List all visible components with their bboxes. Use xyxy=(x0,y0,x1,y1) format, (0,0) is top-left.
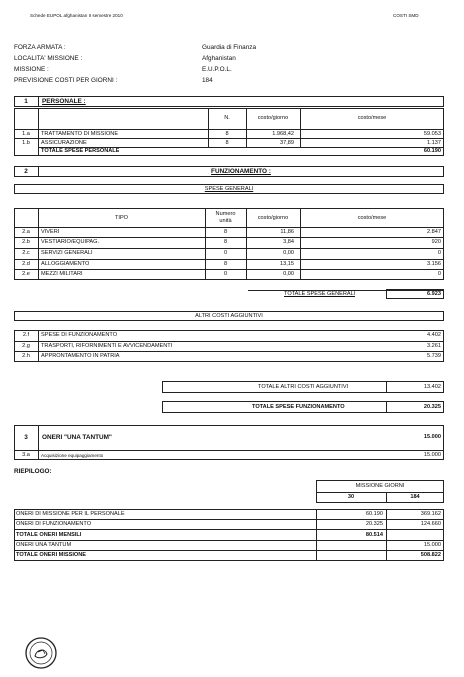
spese-generali-col-tipo: TIPO xyxy=(114,215,129,221)
altri-row-label: TRASPORTI, RIFORNIMENTI E AVVICENDAMENTI xyxy=(41,343,173,349)
personale-row-label: ASSICURAZIONE xyxy=(41,140,87,146)
riepilogo-title: RIEPILOGO: xyxy=(14,468,52,475)
una-tantum-value: 15.000 xyxy=(423,434,441,440)
personale-total-value: 60.190 xyxy=(423,148,441,154)
riepilogo-row-label: ONERI DI FUNZIONAMENTO xyxy=(16,521,92,527)
altri-row-mese: 5.739 xyxy=(427,353,441,359)
riepilogo-row-30: 80.514 xyxy=(365,532,383,538)
altri-row-mese: 3.261 xyxy=(427,343,441,349)
riepilogo-row-label: TOTALE ONERI MISSIONE xyxy=(16,552,87,558)
altri-costi-total-label: TOTALE ALTRI COSTI AGGIUNTIVI xyxy=(258,384,349,390)
sg-row-mese: 0 xyxy=(437,271,441,277)
sg-row-giorno: 3,84 xyxy=(283,239,294,245)
sg-row-label: VESTIARIO/EQUIPAG. xyxy=(41,239,100,245)
personale-row-mese: 59.053 xyxy=(423,131,441,137)
sg-row-code: 2.a xyxy=(22,229,30,235)
document-header-left: Schede EUPOL afghanistan II semestre 2010 xyxy=(30,13,123,18)
riepilogo-group-header: MISSIONE GIORNI xyxy=(355,483,405,489)
riepilogo-col-30: 30 xyxy=(347,494,355,500)
riepilogo-row-184: 15.000 xyxy=(423,542,441,548)
info-value-missione: E.U.P.O.L. xyxy=(202,66,232,73)
personale-row-n: 8 xyxy=(225,140,229,146)
sg-row-mese: 920 xyxy=(431,239,441,245)
personale-row-giorno: 1.968,42 xyxy=(272,131,294,137)
altri-row-mese: 4.402 xyxy=(427,332,441,338)
funzionamento-section-number: 2 xyxy=(24,168,28,175)
una-tantum-title: ONERI "UNA TANTUM" xyxy=(42,434,112,441)
info-value-localita: Afghanistan xyxy=(202,55,236,62)
personale-row-n: 8 xyxy=(225,131,229,137)
funzionamento-total-value: 20.325 xyxy=(423,404,441,410)
funzionamento-section-title: FUNZIONAMENTO : xyxy=(211,168,271,175)
riepilogo-row-label: ONERI UNA TANTUM xyxy=(16,542,72,548)
riepilogo-row-30: 60.190 xyxy=(365,511,383,517)
personale-col-costo-mese: costo/mese xyxy=(357,115,387,121)
spese-generali-col-costo-mese: costo/mese xyxy=(357,215,387,221)
spese-generali-col-unita: unità xyxy=(219,218,232,224)
funzionamento-total-label: TOTALE SPESE FUNZIONAMENTO xyxy=(252,404,345,410)
sg-row-n: 0 xyxy=(223,250,228,256)
sg-row-mese: 3.156 xyxy=(427,261,441,267)
sg-row-n: 8 xyxy=(223,239,228,245)
info-value-previsione: 184 xyxy=(202,77,213,84)
una-tantum-section-number: 3 xyxy=(24,434,28,441)
personale-row-code: 1.a xyxy=(22,131,30,137)
sg-row-n: 8 xyxy=(223,261,228,267)
altri-row-code: 2.g xyxy=(22,343,30,349)
riepilogo-row-30: 20.325 xyxy=(365,521,383,527)
sg-row-giorno: 11,86 xyxy=(280,229,294,235)
info-label-localita: LOCALITA' MISSIONE : xyxy=(14,55,83,62)
sg-row-n: 0 xyxy=(223,271,228,277)
riepilogo-row-184: 124.660 xyxy=(420,521,441,527)
official-stamp-icon xyxy=(24,636,58,670)
sg-row-mese: 0 xyxy=(437,250,441,256)
riepilogo-col-184: 184 xyxy=(410,494,420,500)
sg-row-n: 8 xyxy=(223,229,228,235)
riepilogo-row-label: ONERI DI MISSIONE PER IL PERSONALE xyxy=(16,511,125,517)
sg-row-mese: 2.847 xyxy=(427,229,441,235)
sg-row-label: MEZZI MILITARI xyxy=(41,271,83,277)
spese-generali-title: SPESE GENERALI xyxy=(204,186,254,192)
personale-row-mese: 1.137 xyxy=(427,140,441,146)
personale-section-title: PERSONALE : xyxy=(42,98,86,105)
personale-col-costo-giorno: costo/giorno xyxy=(257,115,289,121)
una-tantum-sub-label: Acquisizione equipaggiamento xyxy=(41,453,104,458)
spese-generali-total-label: TOTALE SPESE GENERALI xyxy=(284,291,356,297)
sg-row-giorno: 0,00 xyxy=(283,250,294,256)
riepilogo-row-184: 508.822 xyxy=(420,552,441,558)
personale-col-n: N. xyxy=(224,115,230,121)
sg-row-label: SERVIZI GENERALI xyxy=(41,250,93,256)
personale-row-label: TRATTAMENTO DI MISSIONE xyxy=(41,131,119,137)
altri-costi-total-value: 13.402 xyxy=(423,384,441,390)
una-tantum-sub-code: 3.a xyxy=(22,452,30,458)
document-header-right: COSTI SMD xyxy=(393,13,419,18)
riepilogo-row-label: TOTALE ONERI MENSILI xyxy=(16,532,82,538)
sg-row-code: 2.b xyxy=(22,239,30,245)
info-label-forza-armata: FORZA ARMATA : xyxy=(14,44,66,51)
spese-generali-col-numero: Numero xyxy=(215,211,236,217)
riepilogo-row-184: 369.162 xyxy=(420,511,441,517)
altri-row-code: 2.f xyxy=(22,332,30,338)
altri-row-code: 2.h xyxy=(22,353,30,359)
altri-row-label: SPESE DI FUNZIONAMENTO xyxy=(41,332,118,338)
altri-costi-title: ALTRI COSTI AGGIUNTIVI xyxy=(195,313,263,319)
info-label-missione: MISSIONE : xyxy=(14,66,49,73)
info-value-forza-armata: Guardia di Finanza xyxy=(202,44,256,51)
altri-row-label: APPRONTAMENTO IN PATRIA xyxy=(41,353,120,359)
personale-section-number: 1 xyxy=(24,98,28,105)
sg-row-label: VIVERI xyxy=(41,229,60,235)
personale-total-label: TOTALE SPESE PERSONALE xyxy=(41,148,120,154)
sg-row-code: 2.e xyxy=(22,271,30,277)
sg-row-giorno: 0,00 xyxy=(283,271,294,277)
spese-generali-col-costo-giorno: costo/giorno xyxy=(257,215,289,221)
spese-generali-total-value: 6.923 xyxy=(427,291,441,297)
personale-row-code: 1.b xyxy=(22,140,30,146)
info-label-previsione: PREVISIONE COSTI PER GIORNI : xyxy=(14,77,118,84)
sg-row-giorno: 13,15 xyxy=(280,261,294,267)
personale-row-giorno: 37,89 xyxy=(280,140,294,146)
sg-row-code: 2.c xyxy=(22,250,30,256)
sg-row-label: ALLOGGIAMENTO xyxy=(41,261,90,267)
una-tantum-sub-value: 15.000 xyxy=(423,452,441,458)
sg-row-code: 2.d xyxy=(22,261,30,267)
